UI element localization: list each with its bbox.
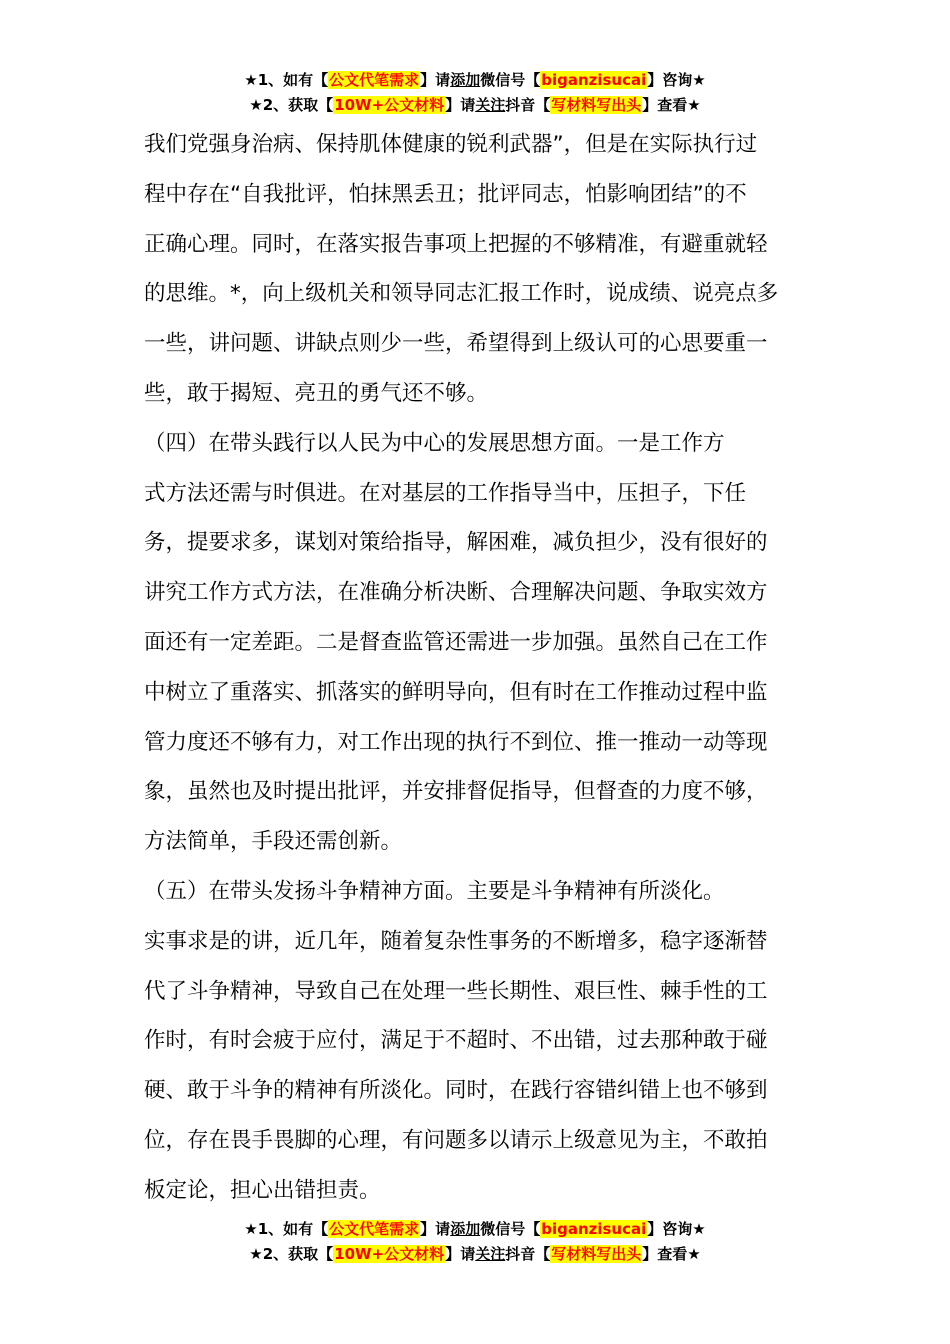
banner-highlight: 10W+公文材料 [334,1245,445,1263]
banner-highlight: biganzisucai [541,71,647,89]
paragraph [144,120,806,419]
text-line: 面还有一定差距。二是督查监管还需进一步加强。虽然自己在工作 [144,629,768,655]
text-line: 正确心理。同时，在落实报告事项上把握的不够精准，有避重就轻 [144,231,768,257]
banner-text: 微信号【 [480,71,541,89]
footer-banner [0,1217,950,1267]
banner-text: ★2、获取【 [249,96,334,114]
banner-emphasis: 关注 [475,1245,506,1263]
banner-text: 抖音【 [505,96,551,114]
document-body [144,120,806,1216]
text-line: 作时，有时会疲于应付，满足于不超时、不出错，过去那种敢于碰 [144,1028,768,1054]
banner-line-2 [0,1242,950,1267]
text-line: 式方法还需与时俱进。在对基层的工作指导当中，压担子，下任 [144,480,747,506]
text-line: 程中存在“自我批评，怕抹黑丢丑；批评同志，怕影响团结”的不 [144,181,747,207]
banner-text: ★2、获取【 [249,1245,334,1263]
banner-line-1 [0,1217,950,1242]
banner-text: 】请 [445,96,476,114]
banner-highlight: 公文代笔需求 [329,1220,420,1238]
text-line: 实事求是的讲，近几年，随着复杂性事务的不断增多，稳字逐渐替 [144,928,768,954]
banner-highlight: 写材料写出头 [551,1245,642,1263]
banner-text: 】请 [420,1220,451,1238]
text-line: 硬、敢于斗争的精神有所淡化。同时，在践行容错纠错上也不够到 [144,1078,768,1104]
text-line: 讲究工作方式方法，在准确分析决断、合理解决问题、争取实效方 [144,580,768,606]
text-line: 些，敢于揭短、亮丑的勇气还不够。 [144,380,489,406]
banner-text: 】咨询★ [647,71,706,89]
text-line: 板定论，担心出错担责。 [144,1177,381,1203]
text-line: 务，提要求多，谋划对策给指导，解困难，减负担少，没有很好的 [144,530,768,556]
banner-text: ★1、如有【 [244,1220,329,1238]
text-line: 方法简单，手段还需创新。 [144,829,403,855]
banner-emphasis: 添加 [450,71,481,89]
banner-text: 】咨询★ [647,1220,706,1238]
text-line: 我们党强身治病、保持肌体健康的锐利武器”，但是在实际执行过 [144,132,758,157]
text-line: （四）在带头践行以人民为中心的发展思想方面。一是工作方 [144,430,725,456]
banner-text: 微信号【 [480,1220,541,1238]
banner-text: 】查看★ [642,96,701,114]
banner-text: 抖音【 [505,1245,551,1263]
banner-text: ★1、如有【 [244,71,329,89]
banner-highlight: 10W+公文材料 [334,96,445,114]
text-line: 的思维。*，向上级机关和领导同志汇报工作时，说成绩、说亮点多 [144,281,779,307]
text-line: （五）在带头发扬斗争精神方面。主要是斗争精神有所淡化。 [144,878,725,904]
banner-highlight: 写材料写出头 [551,96,642,114]
banner-highlight: 公文代笔需求 [329,71,420,89]
header-banner [0,68,950,118]
banner-highlight: biganzisucai [541,1220,647,1238]
banner-text: 】请 [445,1245,476,1263]
text-line: 象，虽然也及时提出批评，并安排督促指导，但督查的力度不够， [144,779,768,805]
text-line: 位，存在畏手畏脚的心理，有问题多以请示上级意见为主，不敢拍 [144,1127,768,1153]
banner-emphasis: 添加 [450,1220,481,1238]
text-line: 代了斗争精神，导致自己在处理一些长期性、艰巨性、棘手性的工 [144,978,768,1004]
banner-line-2 [0,93,950,118]
banner-text: 】查看★ [642,1245,701,1263]
paragraph [144,867,806,1216]
text-line: 中树立了重落实、抓落实的鲜明导向，但有时在工作推动过程中监 [144,679,768,705]
text-line: 一些，讲问题、讲缺点则少一些，希望得到上级认可的心思要重一 [144,331,768,357]
text-line: 管力度还不够有力，对工作出现的执行不到位、推一推动一动等现 [144,729,768,755]
banner-line-1 [0,68,950,93]
banner-text: 】请 [420,71,451,89]
paragraph [144,419,806,867]
banner-emphasis: 关注 [475,96,506,114]
